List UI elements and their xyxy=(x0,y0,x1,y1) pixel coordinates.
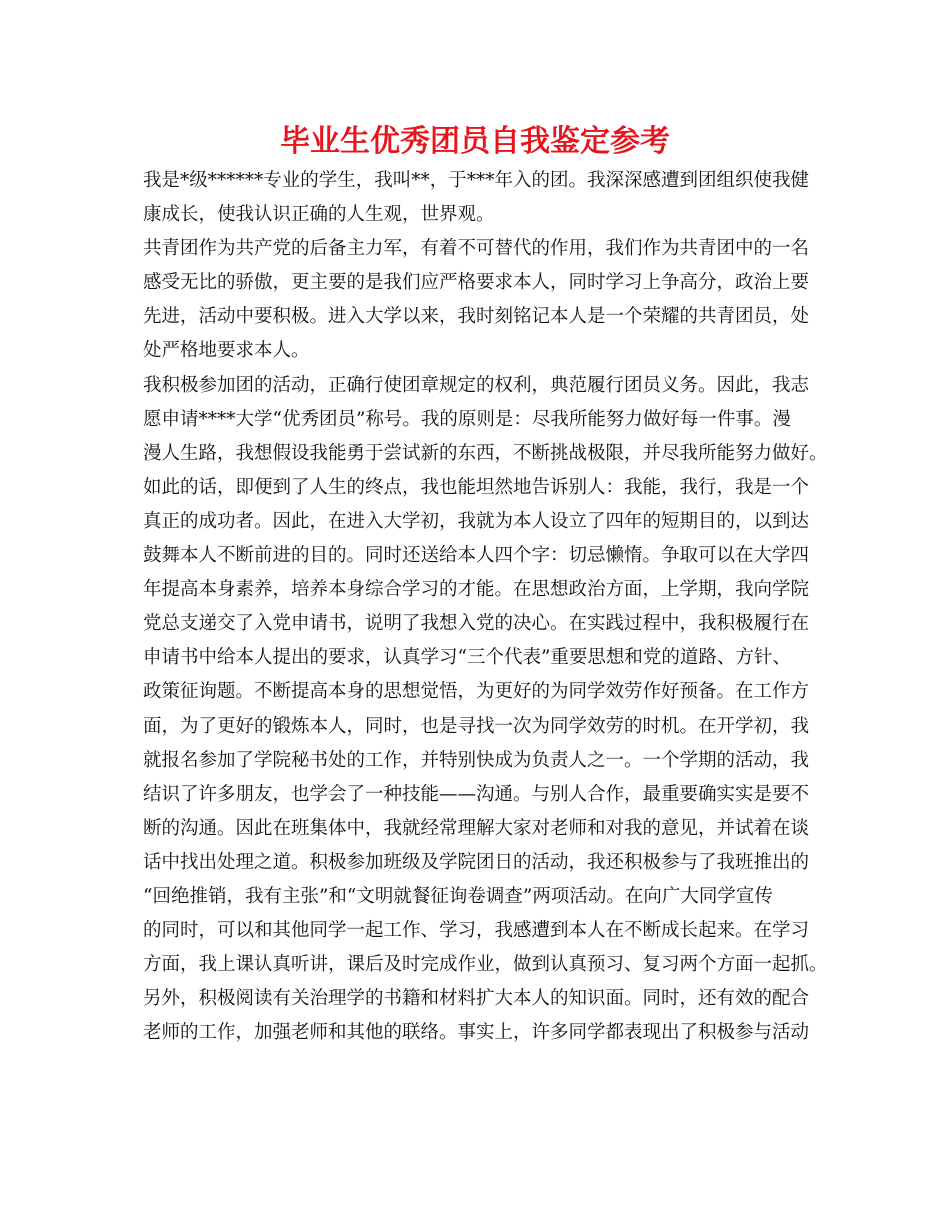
text-line: 结识了许多朋友，也学会了一种技能——沟通。与别人合作，最重要确实实是要不 xyxy=(143,783,810,805)
text-line: 话中找出处理之道。积极参加班级及学院团日的活动，我还积极参与了我班推出的 xyxy=(143,851,810,873)
text-line: 感受无比的骄傲，更主要的是我们应严格要求本人，同时学习上争高分，政治上要 xyxy=(143,272,810,294)
text-line: 康成长，使我认识正确的人生观，世界观。 xyxy=(143,204,495,226)
text-line: 方面，我上课认真听讲，课后及时完成作业，做到认真预习、复习两个方面一起抓。 xyxy=(143,954,828,976)
text-line: 申请书中给本人提出的要求，认真学习“三个代表”重要思想和党的道路、方针、 xyxy=(143,647,791,669)
document-title: 毕业生优秀团员自我鉴定参考 xyxy=(280,124,670,159)
text-line: 政策征询题。不断提高本身的思想觉悟，为更好的为同学效劳作好预备。在工作方 xyxy=(143,681,810,703)
text-line: 断的沟通。因此在班集体中，我就经常理解大家对老师和对我的意见，并试着在谈 xyxy=(143,817,810,839)
text-line: 就报名参加了学院秘书处的工作，并特别快成为负责人之一。一个学期的活动，我 xyxy=(143,749,810,771)
text-line: 面，为了更好的锻炼本人，同时，也是寻找一次为同学效劳的时机。在开学初，我 xyxy=(143,715,810,737)
text-line: 先进，活动中要积极。进入大学以来，我时刻铭记本人是一个荣耀的共青团员，处 xyxy=(143,306,810,328)
text-line: 愿申请****大学“优秀团员”称号。我的原则是：尽我所能努力做好每一件事。漫 xyxy=(143,408,791,430)
text-line: 我是*级******专业的学生，我叫**，于***年入的团。我深深感遭到团组织使我健 xyxy=(143,170,810,191)
text-line: 我积极参加团的活动，正确行使团章规定的权利，典范履行团员义务。因此，我志 xyxy=(143,374,810,396)
text-line: 老师的工作，加强老师和其他的联络。事实上，许多同学都表现出了积极参与活动 xyxy=(143,1022,810,1044)
text-line: 党总支递交了入党申请书，说明了我想入党的决心。在实践过程中，我积极履行在 xyxy=(143,613,810,635)
text-line: 漫人生路，我想假设我能勇于尝试新的东西，不断挑战极限，并尽我所能努力做好。 xyxy=(143,442,828,464)
document-body xyxy=(143,164,828,1050)
text-line: 另外，积极阅读有关治理学的书籍和材料扩大本人的知识面。同时，还有效的配合 xyxy=(143,988,810,1010)
text-line: “回绝推销，我有主张”和“文明就餐征询卷调查”两项活动。在向广大同学宣传 xyxy=(143,885,773,907)
text-line: 鼓舞本人不断前进的目的。同时还送给本人四个字：切忌懒惰。争取可以在大学四 xyxy=(143,545,810,567)
text-line: 如此的话，即便到了人生的终点，我也能坦然地告诉别人：我能，我行，我是一个 xyxy=(143,476,810,498)
text-line: 年提高本身素养，培养本身综合学习的才能。在思想政治方面，上学期，我向学院 xyxy=(143,579,810,601)
text-line: 的同时，可以和其他同学一起工作、学习，我感遭到本人在不断成长起来。在学习 xyxy=(143,920,810,942)
text-line: 共青团作为共产党的后备主力军，有着不可替代的作用，我们作为共青团中的一名 xyxy=(143,238,810,260)
text-line: 真正的成功者。因此，在进入大学初，我就为本人设立了四年的短期目的，以到达 xyxy=(143,510,810,532)
text-line: 处严格地要求本人。 xyxy=(143,340,310,362)
